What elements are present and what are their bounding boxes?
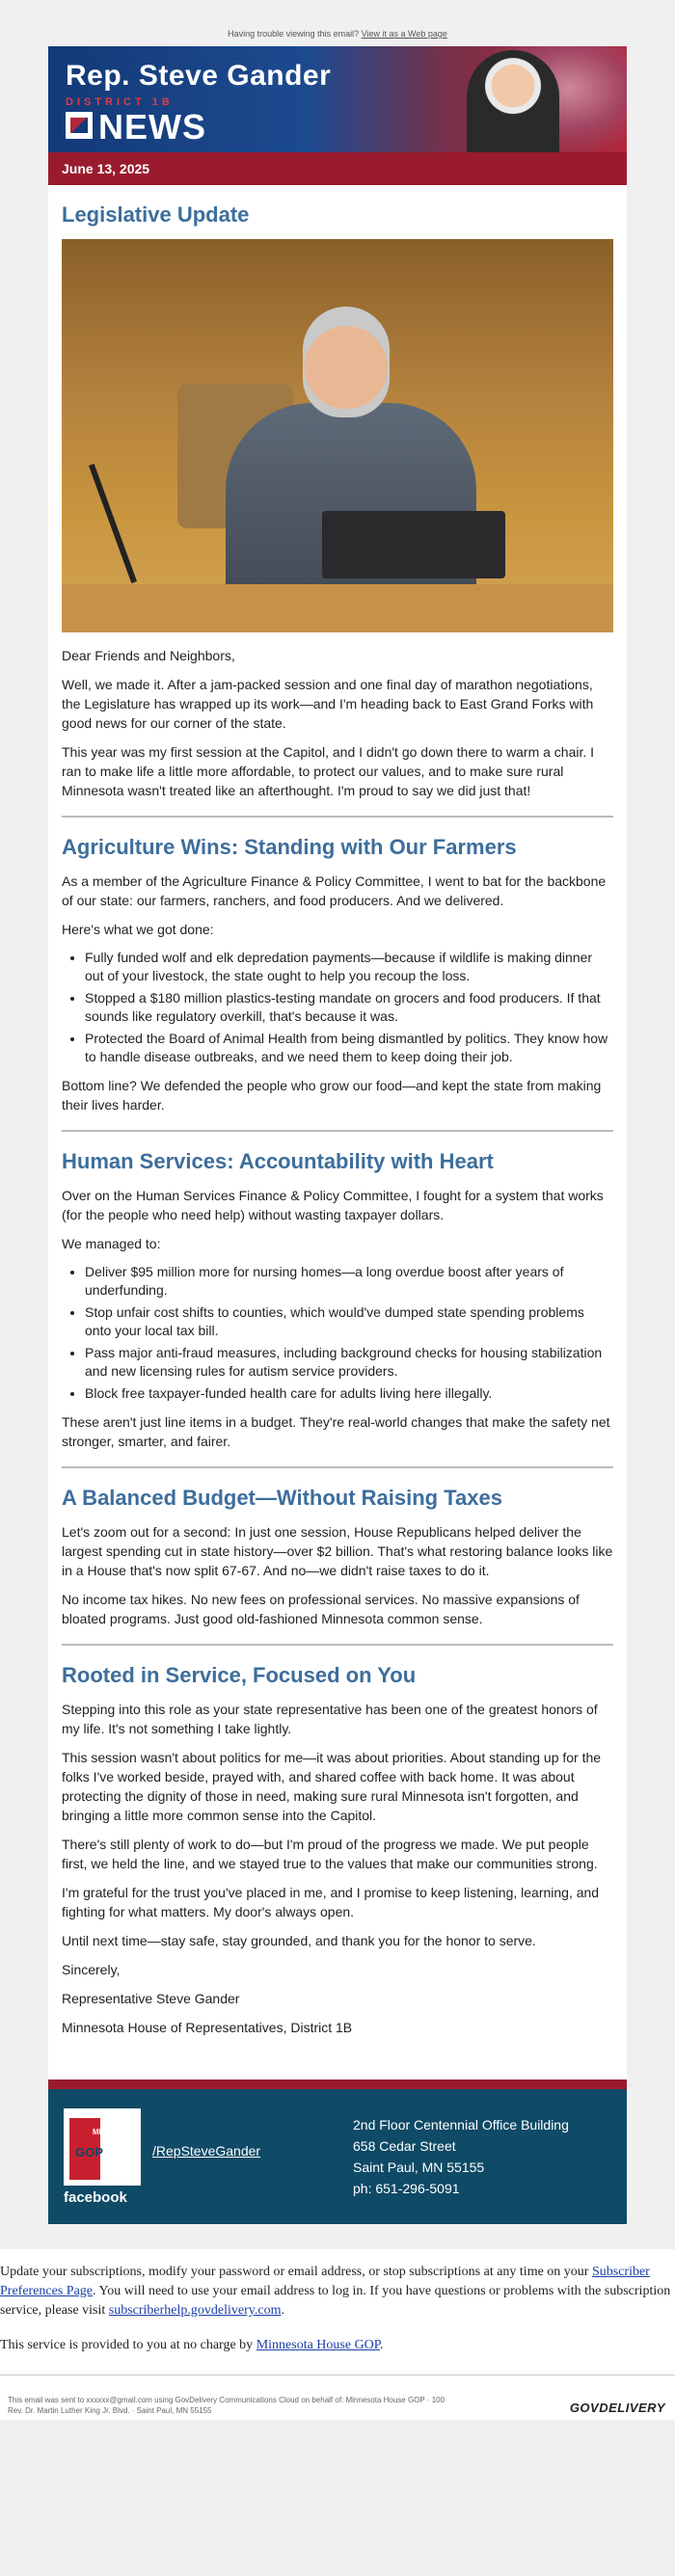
main-content xyxy=(48,202,627,2066)
facebook-logo-link[interactable] xyxy=(64,2108,141,2209)
facebook-wordmark: facebook xyxy=(64,2189,127,2206)
desk-shape xyxy=(62,584,613,632)
mn-logo-icon xyxy=(66,112,93,139)
service-text-b: . xyxy=(380,2338,384,2352)
phone-line: ph: 651-296-5091 xyxy=(353,2181,460,2196)
banner-district: DISTRICT 1B xyxy=(66,96,174,108)
paragraph: No income tax hikes. No new fees on professional services. No massive expansions of bloated programs. Just good old-fashioned Minnesota common sense. xyxy=(62,1592,580,1626)
govdelivery-logo[interactable]: GOVDELIVERY xyxy=(569,2401,665,2415)
office-address xyxy=(353,2114,569,2199)
preheader xyxy=(0,0,675,46)
list-item: • Fully funded wolf and elk depredation payments—because if wildlife is making dinner out of your livestock, the state ought to help you recoup the loss. xyxy=(85,949,613,985)
divider xyxy=(62,1644,613,1646)
list-item: • Pass major anti-fraud measures, including background checks for housing stabilization and new licensing rules for autism service providers. xyxy=(85,1344,613,1381)
mn-house-gop-logo xyxy=(64,2108,141,2186)
footer-red-band xyxy=(48,2080,627,2089)
section-title-budget: A Balanced Budget—Without Raising Taxes xyxy=(62,1486,502,1510)
signature-title: Minnesota House of Representatives, District 1B xyxy=(62,2020,353,2035)
microphone-shape xyxy=(89,464,137,583)
subscription-footer xyxy=(0,2249,675,2420)
subscription-text xyxy=(0,2263,675,2321)
paragraph: I'm grateful for the trust you've placed in me, and I promise to keep listening, learning, and fighting for what matters. My door's always open. xyxy=(62,1885,600,1919)
legal-line: Rev. Dr. Martin Luther King Jr. Blvd. · Saint Paul, MN 55155 xyxy=(8,2406,212,2415)
laptop-shape xyxy=(322,511,505,578)
paragraph: This year was my first session at the Capitol, and I didn't go down there to warm a chair. I ran to make life a little more affordable, to protect our values, and to make sure rural Minnesota wasn't treated like an afterthought. I'm proud to say we did just that! xyxy=(62,744,595,798)
newsletter xyxy=(48,46,627,2224)
paragraph: Here's what we got done: xyxy=(62,922,214,937)
subscriber-help-link[interactable]: subscriberhelp.govdelivery.com xyxy=(108,2303,282,2318)
gop-logo-small: MN HOUSE xyxy=(93,2128,135,2136)
paragraph: There's still plenty of work to do—but I'm proud of the progress we made. We put people first, we held the line, and we stayed true to the values that make our communities strong. xyxy=(62,1837,598,1871)
facebook-handle-link[interactable]: /RepSteveGander xyxy=(152,2143,261,2159)
banner-title: Rep. Steve Gander xyxy=(66,60,332,92)
subscription-text-b: . You will need to use your email address to log in. If you have questions or problems with the subscription service, please visit xyxy=(0,2284,671,2318)
paragraph: This session wasn't about politics for me—it was about priorities. About standing up for the folks I've worked beside, prayed with, and shared coffee with back home. It was about protecting the dignity of those in need, making sure rural Minnesota isn't forgotten, and bringing a little more common sense into the Capitol. xyxy=(62,1750,602,1823)
agriculture-list xyxy=(62,949,613,1066)
subscription-text-c: . xyxy=(281,2303,284,2318)
address-line: Saint Paul, MN 55155 xyxy=(353,2160,485,2175)
paragraph: We managed to: xyxy=(62,1236,161,1251)
gop-logo-text: GOP xyxy=(75,2145,103,2160)
paragraph: As a member of the Agriculture Finance & Policy Committee, I went to bat for the backbone of our state: our farmers, ranchers, and food producers. And we delivered. xyxy=(62,873,607,908)
header-banner xyxy=(48,46,627,152)
web-page-link[interactable]: View it as a Web page xyxy=(361,29,447,39)
subscriber-preferences-link[interactable]: Subscriber Preferences Page xyxy=(0,2265,650,2298)
human-services-list xyxy=(62,1263,613,1403)
paragraph: Over on the Human Services Finance & Policy Committee, I fought for a system that works (for the people who need help) without wasting taxpayer dollars. xyxy=(62,1188,604,1222)
legal-notice xyxy=(0,2375,675,2420)
paragraph: Well, we made it. After a jam-packed session and one final day of marathon negotiations, the Legislature has wrapped up its work—and I'm heading back to East Grand Forks with good news for our corner of the state. xyxy=(62,677,594,731)
paragraph: Let's zoom out for a second: In just one session, House Republicans helped deliver the largest spending cut in state history—over $2 billion. That's what restoring balance looks like in a House that's now split 67-67. And no—we didn't raise taxes to do it. xyxy=(62,1524,613,1578)
section-title-human-services: Human Services: Accountability with Heart xyxy=(62,1149,494,1173)
signature-name: Representative Steve Gander xyxy=(62,1991,240,2006)
footer xyxy=(48,2089,627,2224)
address-line: 2nd Floor Centennial Office Building xyxy=(353,2117,569,2133)
list-item: • Stop unfair cost shifts to counties, which would've dumped state spending problems onto your local tax bill. xyxy=(85,1303,613,1340)
divider xyxy=(62,816,613,818)
address-line: 658 Cedar Street xyxy=(353,2138,456,2154)
section-title-agriculture: Agriculture Wins: Standing with Our Farmers xyxy=(62,835,517,859)
paragraph: Until next time—stay safe, stay grounded, and thank you for the honor to serve. xyxy=(62,1933,536,1948)
legislature-photo xyxy=(62,239,613,632)
list-item: • Stopped a $180 million plastics-testing mandate on grocers and food producers. If that sounds like regulatory overkill, that's because it was. xyxy=(85,989,613,1026)
minnesota-house-gop-link[interactable]: Minnesota House GOP xyxy=(256,2338,381,2352)
list-item: • Block free taxpayer-funded health care for adults living here illegally. xyxy=(85,1384,613,1403)
paragraph: Dear Friends and Neighbors, xyxy=(62,648,235,663)
list-item: • Protected the Board of Animal Health from being dismantled by politics. They know how to handle disease outbreaks, and we need them to keep doing their job. xyxy=(85,1030,613,1066)
banner-news: NEWS xyxy=(98,107,206,147)
representative-portrait xyxy=(467,50,559,152)
section-title-service: Rooted in Service, Focused on You xyxy=(62,1663,417,1687)
legal-line: This email was sent to xxxxxx@gmail.com using GovDelivery Communications Cloud on behalf of: Minnesota House GOP · 100 xyxy=(8,2396,446,2404)
person-body-shape xyxy=(226,403,476,615)
date-band: June 13, 2025 xyxy=(48,152,627,185)
paragraph: These aren't just line items in a budget. They're real-world changes that make the safety net stronger, smarter, and fairer. xyxy=(62,1414,610,1449)
divider xyxy=(62,1466,613,1468)
signoff: Sincerely, xyxy=(62,1962,121,1977)
person-head-shape xyxy=(303,307,390,417)
paragraph: Bottom line? We defended the people who grow our food—and kept the state from making their lives harder. xyxy=(62,1078,602,1113)
divider xyxy=(62,1130,613,1132)
list-item: • Deliver $95 million more for nursing homes—a long overdue boost after years of underfunding. xyxy=(85,1263,613,1300)
paragraph: Stepping into this role as your state representative has been one of the greatest honors of my life. It's not something I take lightly. xyxy=(62,1702,598,1736)
preheader-text: Having trouble viewing this email? xyxy=(228,29,360,39)
service-text xyxy=(0,2336,675,2355)
service-text-a: This service is provided to you at no charge by xyxy=(0,2338,256,2352)
section-title-legislative-update: Legislative Update xyxy=(62,202,250,227)
subscription-text-a: Update your subscriptions, modify your password or email address, or stop subscriptions at any time on your xyxy=(0,2265,592,2279)
